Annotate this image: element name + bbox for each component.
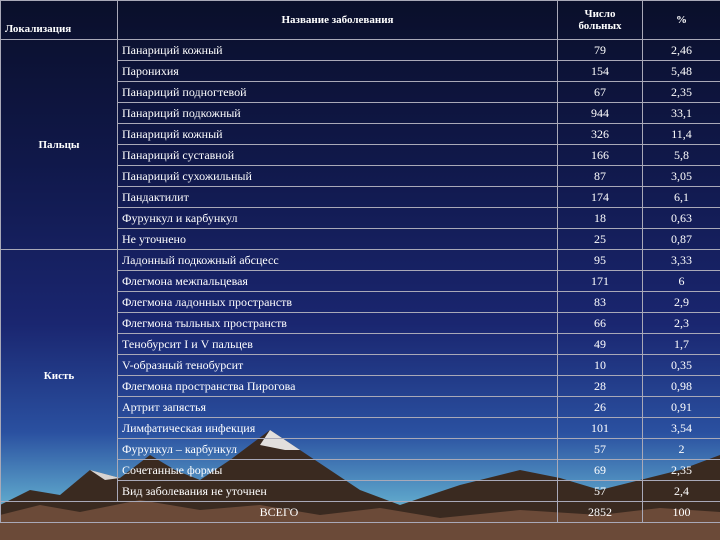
total-percent: 100 <box>643 502 720 523</box>
percent-value: 3,05 <box>643 166 720 187</box>
disease-name: Панариций кожный <box>118 40 558 61</box>
patient-count: 101 <box>558 418 643 439</box>
percent-value: 5,8 <box>643 145 720 166</box>
percent-value: 2,4 <box>643 481 720 502</box>
percent-value: 2,35 <box>643 82 720 103</box>
disease-name: Фурункул – карбункул <box>118 439 558 460</box>
disease-name: Флегмона тыльных пространств <box>118 313 558 334</box>
disease-name: Флегмона ладонных пространств <box>118 292 558 313</box>
total-row <box>1 502 720 523</box>
percent-value: 11,4 <box>643 124 720 145</box>
patient-count: 326 <box>558 124 643 145</box>
header-patients: Число больных <box>558 1 643 40</box>
patient-count: 25 <box>558 229 643 250</box>
header-disease: Название заболевания <box>118 1 558 40</box>
disease-name: Тенобурсит I и V пальцев <box>118 334 558 355</box>
disease-name: Флегмона межпальцевая <box>118 271 558 292</box>
header-percent: % <box>643 1 720 40</box>
disease-name: Пандактилит <box>118 187 558 208</box>
percent-value: 2,3 <box>643 313 720 334</box>
percent-value: 3,33 <box>643 250 720 271</box>
patient-count: 166 <box>558 145 643 166</box>
percent-value: 2,46 <box>643 40 720 61</box>
patient-count: 67 <box>558 82 643 103</box>
patient-count: 83 <box>558 292 643 313</box>
disease-name: Вид заболевания не уточнен <box>118 481 558 502</box>
disease-name: Ладонный подкожный абсцесс <box>118 250 558 271</box>
disease-name: Лимфатическая инфекция <box>118 418 558 439</box>
total-count: 2852 <box>558 502 643 523</box>
header-localization: Локализация <box>1 1 118 40</box>
patient-count: 95 <box>558 250 643 271</box>
table-row <box>1 40 720 61</box>
patient-count: 154 <box>558 61 643 82</box>
percent-value: 0,63 <box>643 208 720 229</box>
percent-value: 3,54 <box>643 418 720 439</box>
patient-count: 57 <box>558 481 643 502</box>
disease-name: Паронихия <box>118 61 558 82</box>
patient-count: 26 <box>558 397 643 418</box>
percent-value: 5,48 <box>643 61 720 82</box>
percent-value: 1,7 <box>643 334 720 355</box>
patient-count: 18 <box>558 208 643 229</box>
percent-value: 0,98 <box>643 376 720 397</box>
percent-value: 0,87 <box>643 229 720 250</box>
patient-count: 66 <box>558 313 643 334</box>
percent-value: 0,91 <box>643 397 720 418</box>
disease-name: V-образный тенобурсит <box>118 355 558 376</box>
group-hand: Кисть <box>1 250 118 502</box>
disease-name: Не уточнено <box>118 229 558 250</box>
disease-name: Панариций сухожильный <box>118 166 558 187</box>
percent-value: 2 <box>643 439 720 460</box>
group-fingers: Пальцы <box>1 40 118 250</box>
disease-name: Артрит запястья <box>118 397 558 418</box>
percent-value: 6,1 <box>643 187 720 208</box>
disease-name: Фурункул и карбункул <box>118 208 558 229</box>
patient-count: 10 <box>558 355 643 376</box>
patient-count: 57 <box>558 439 643 460</box>
patient-count: 87 <box>558 166 643 187</box>
patient-count: 69 <box>558 460 643 481</box>
percent-value: 0,35 <box>643 355 720 376</box>
disease-name: Панариций подкожный <box>118 103 558 124</box>
disease-name: Панариций подногтевой <box>118 82 558 103</box>
disease-name: Сочетанные формы <box>118 460 558 481</box>
patient-count: 174 <box>558 187 643 208</box>
table-row <box>1 250 720 271</box>
percent-value: 2,9 <box>643 292 720 313</box>
percent-value: 33,1 <box>643 103 720 124</box>
patient-count: 28 <box>558 376 643 397</box>
total-label: ВСЕГО <box>1 502 558 523</box>
patient-count: 49 <box>558 334 643 355</box>
patient-count: 944 <box>558 103 643 124</box>
patient-count: 171 <box>558 271 643 292</box>
percent-value: 2,35 <box>643 460 720 481</box>
disease-name: Флегмона пространства Пирогова <box>118 376 558 397</box>
disease-name: Панариций суставной <box>118 145 558 166</box>
percent-value: 6 <box>643 271 720 292</box>
disease-name: Панариций кожный <box>118 124 558 145</box>
patient-count: 79 <box>558 40 643 61</box>
header-row <box>1 1 720 40</box>
